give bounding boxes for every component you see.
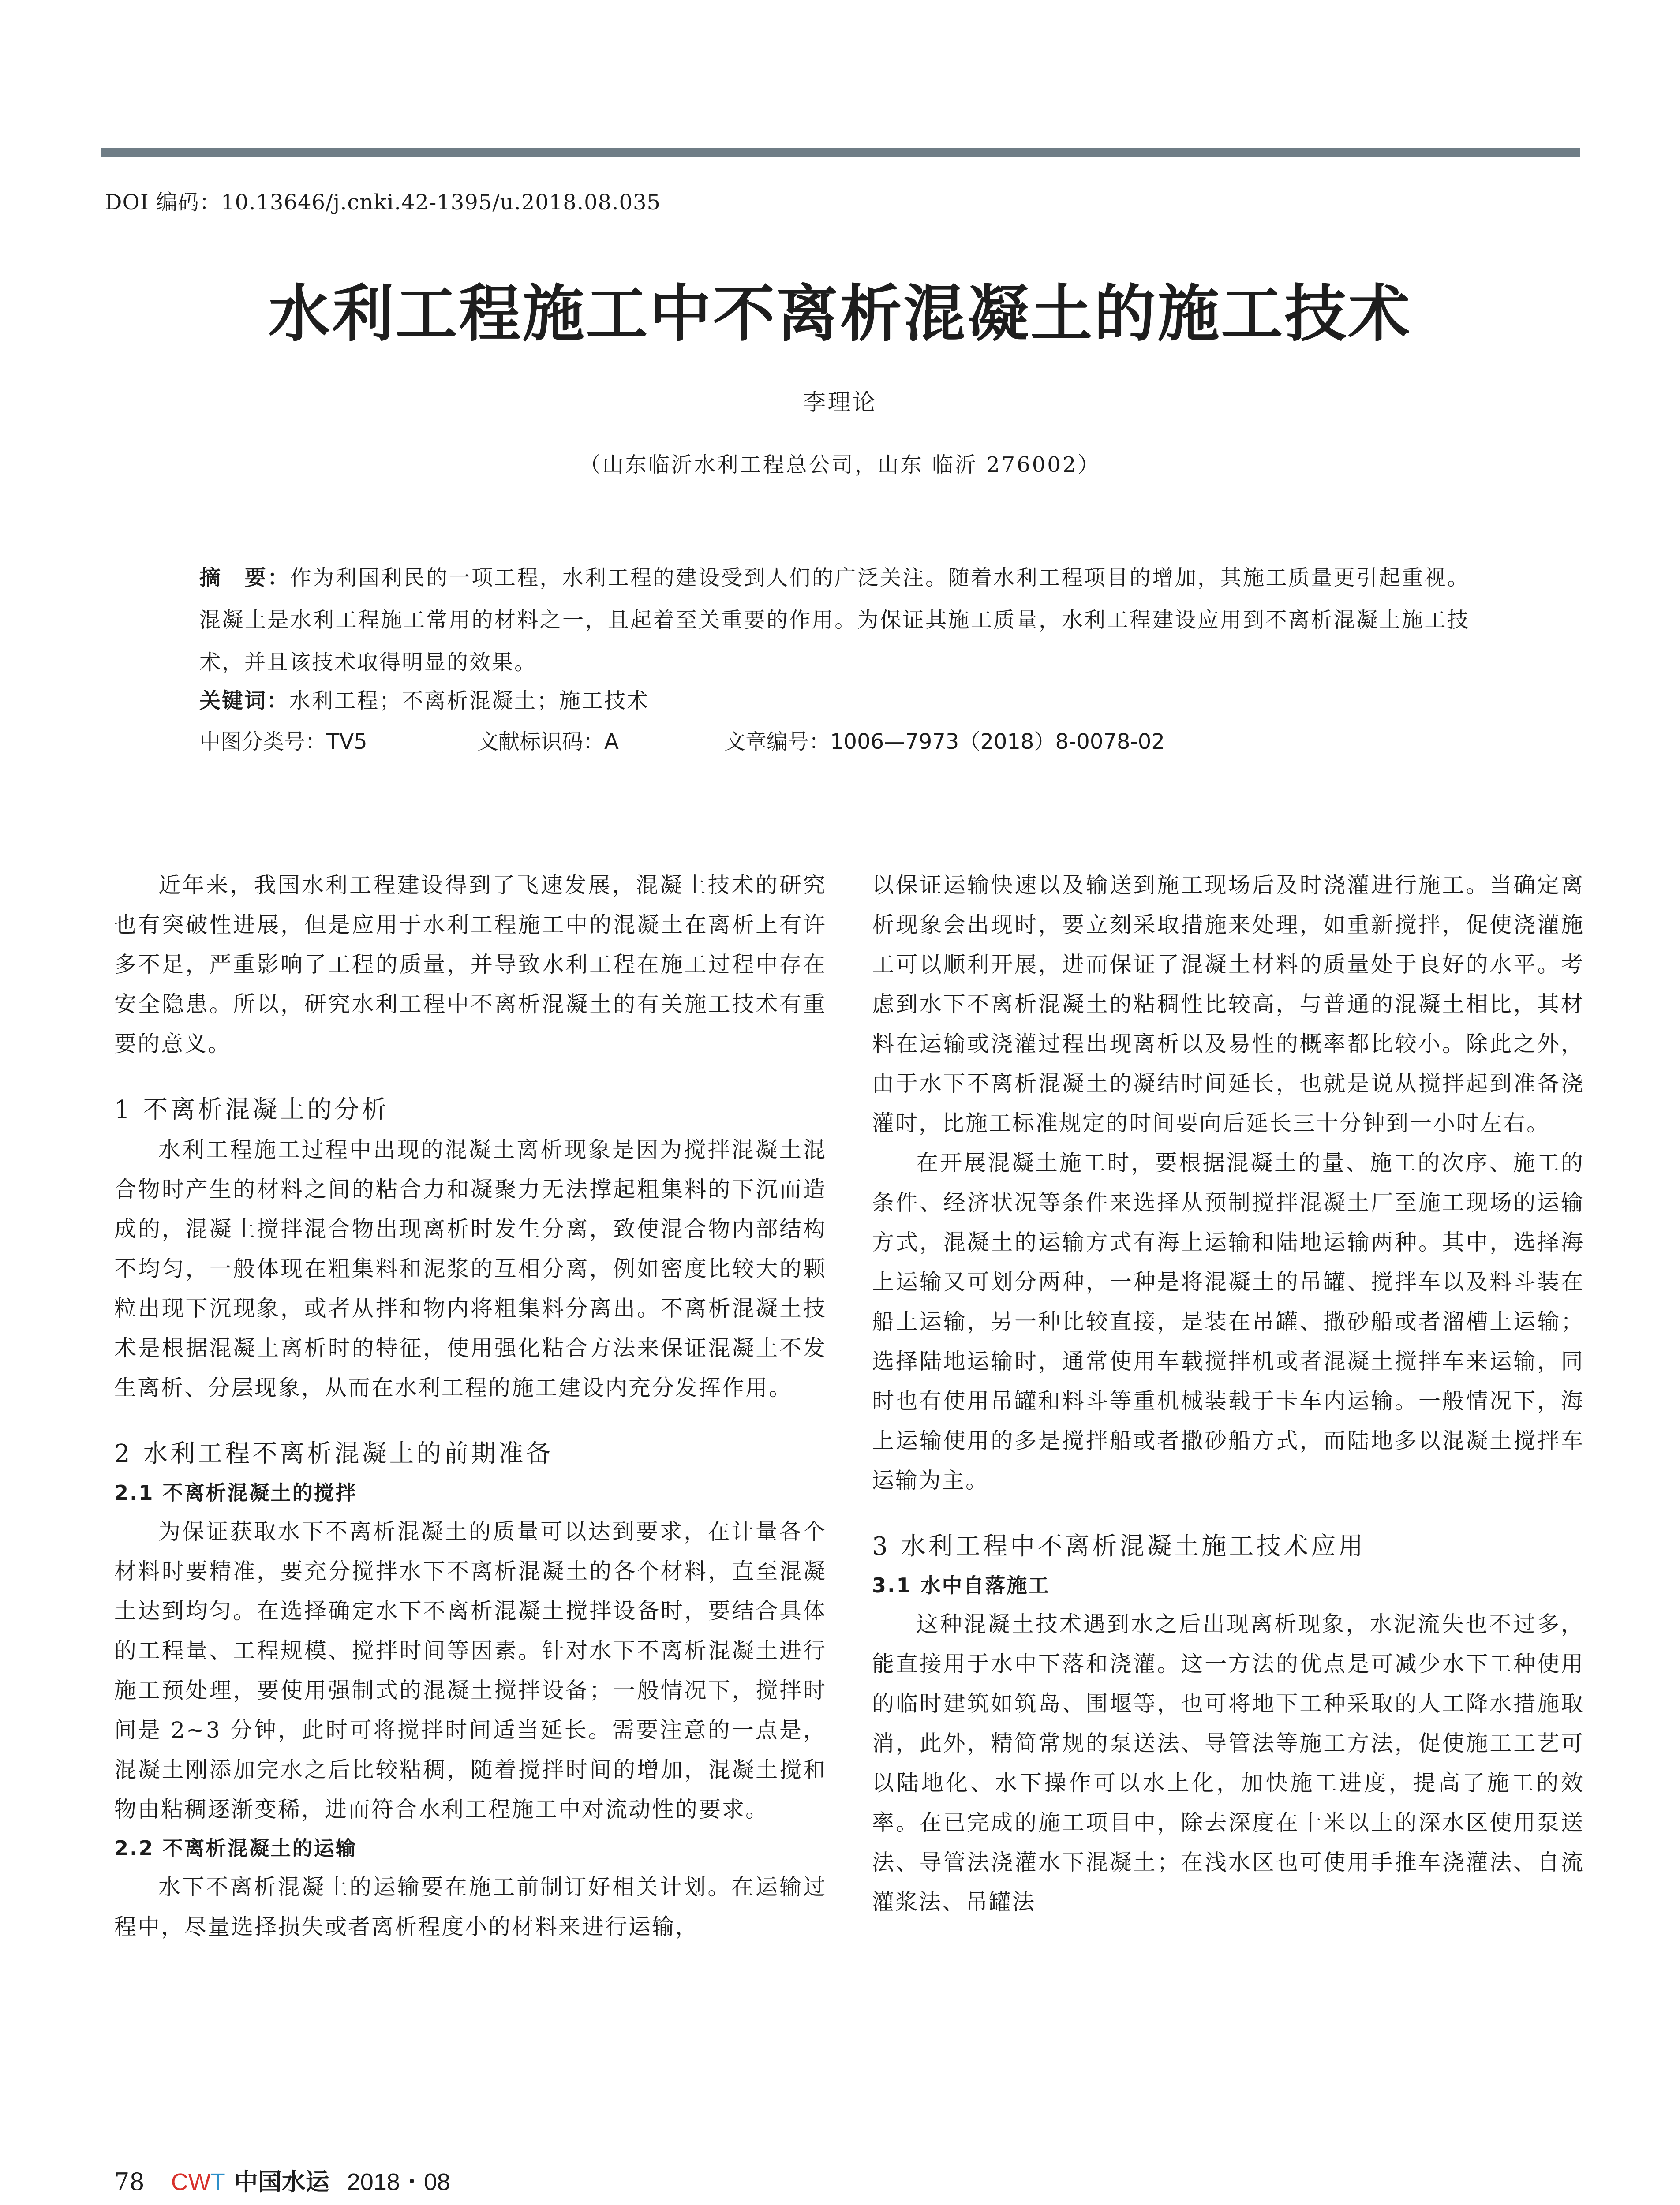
page-number: 78 xyxy=(114,2168,145,2196)
abstract-text: 作为利国利民的一项工程，水利工程的建设受到人们的广泛关注。随着水利工程项目的增加，其施工质量更引起重视。混凝土是水利工程施工常用的材料之一，且起着至关重要的作用。为保证其施工质量，水利工程建设应用到不离析混凝土施工技术，并且该技术取得明显的效果。 xyxy=(199,565,1470,675)
journal-name: 中国水运 xyxy=(234,2168,329,2196)
keywords-text: 水利工程；不离析混凝土；施工技术 xyxy=(289,688,650,713)
continued-paragraph: 以保证运输快速以及输送到施工现场后及时浇灌进行施工。当确定离析现象会出现时，要立刻采取措施来处理，如重新搅拌，促使浇灌施工可以顺利开展，进而保证了混凝土材料的质量处于良好的水平。考虑到水下不离析混凝土的粘稠性比较高，与普通的混凝土相比，其材料在运输或浇灌过程出现离析以及易性的概率都比较小。除此之外，由于水下不离析混凝土的凝结时间延长，也就是说从搅拌起到准备浇灌时，比施工标准规定的时间要向后延长三十分钟到一小时左右。 xyxy=(872,872,1584,1136)
body-column-right xyxy=(872,865,1584,1922)
classification-row xyxy=(199,725,1470,755)
document-code: 文献标识码：A xyxy=(477,729,619,754)
journal-logo-t: T xyxy=(210,2169,225,2195)
section-3-1-heading: 3.1 水中自落施工 xyxy=(872,1573,1050,1597)
section-1-heading: 1 不离析混凝土的分析 xyxy=(114,1095,389,1124)
section-1-paragraph: 水利工程施工过程中出现的混凝土离析现象是因为搅拌混凝土混合物时产生的材料之间的粘合力和凝聚力无法撑起粗集料的下沉而造成的，混凝土搅拌混合物出现离析时发生分离，致使混合物内部结构不均匀，一般体现在粗集料和泥浆的互相分离，例如密度比较大的颗粒出现下沉现象，或者从拌和物内将粗集料分离出。不离析混凝土技术是根据混凝土离析时的特征，使用强化粘合方法来保证混凝土不发生离析、分层现象，从而在水利工程的施工建设内充分发挥作用。 xyxy=(114,1137,827,1401)
section-2-1-paragraph: 为保证获取水下不离析混凝土的质量可以达到要求，在计量各个材料时要精准，要充分搅拌水下不离析混凝土的各个材料，直至混凝土达到均匀。在选择确定水下不离析混凝土搅拌设备时，要结合具体的工程量、工程规模、搅拌时间等因素。针对水下不离析混凝土进行施工预处理，要使用强制式的混凝土搅拌设备；一般情况下，搅拌时间是 2~3 分钟，此时可将搅拌时间适当延长。需要注意的一点是，混凝土刚添加完水之后比较粘稠，随着搅拌时间的增加，混凝土搅和物由粘稠逐渐变稀，进而符合水利工程施工中对流动性的要求。 xyxy=(114,1519,827,1822)
journal-logo-cw: CW xyxy=(171,2169,211,2195)
abstract-label: 摘 要： xyxy=(199,565,290,590)
section-2-heading: 2 水利工程不离析混凝土的前期准备 xyxy=(114,1439,554,1468)
journal-issue: 2018・08 xyxy=(347,2169,450,2195)
section-3-1-paragraph: 这种混凝土技术遇到水之后出现离析现象，水泥流失也不过多，能直接用于水中下落和浇灌。这一方法的优点是可减少水下工种使用的临时建筑如筑岛、围堰等，也可将地下工种采取的人工降水措施取消，此外，精简常规的泵送法、导管法等施工方法，促使施工工艺可以陆地化、水下操作可以水上化，加快施工进度，提高了施工的效率。在已完成的施工项目中，除去深度在十米以上的深水区使用泵送法、导管法浇灌水下混凝土；在浅水区也可使用手推车浇灌法、自流灌浆法、吊罐法 xyxy=(872,1611,1584,1915)
intro-paragraph: 近年来，我国水利工程建设得到了飞速发展，混凝土技术的研究也有突破性进展，但是应用于水利工程施工中的混凝土在离析上有许多不足，严重影响了工程的质量，并导致水利工程在施工过程中存在安全隐患。所以，研究水利工程中不离析混凝土的有关施工技术有重要的意义。 xyxy=(114,872,827,1057)
page-footer xyxy=(114,2163,450,2197)
section-2-2-paragraph: 水下不离析混凝土的运输要在施工前制订好相关计划。在运输过程中，尽量选择损失或者离析程度小的材料来进行运输， xyxy=(114,1874,827,1940)
body-column-left xyxy=(114,865,827,1947)
header-rule xyxy=(101,148,1580,157)
article-number: 文章编号：1006—7973（2018）8-0078-02 xyxy=(724,729,1165,754)
doi-line: DOI 编码：10.13646/j.cnki.42-1395/u.2018.08.035 xyxy=(105,190,661,215)
abstract xyxy=(199,557,1470,684)
article-title: 水利工程施工中不离析混凝土的施工技术 xyxy=(268,278,1412,350)
section-2-1-heading: 2.1 不离析混凝土的搅拌 xyxy=(114,1481,357,1505)
transport-paragraph: 在开展混凝土施工时，要根据混凝土的量、施工的次序、施工的条件、经济状况等条件来选择从预制搅拌混凝土厂至施工现场的运输方式，混凝土的运输方式有海上运输和陆地运输两种。其中，选择海上运输又可划分两种，一种是将混凝土的吊罐、搅拌车以及料斗装在船上运输，另一种比较直接，是装在吊罐、撒砂船或者溜槽上运输；选择陆地运输时，通常使用车载搅拌机或者混凝土搅拌车来运输，同时也有使用吊罐和料斗等重机械装载于卡车内运输。一般情况下，海上运输使用的多是搅拌船或者撒砂船方式，而陆地多以混凝土搅拌车运输为主。 xyxy=(872,1150,1584,1493)
keywords-label: 关键词： xyxy=(199,688,290,713)
author-affiliation: （山东临沂水利工程总公司，山东 临沂 276002） xyxy=(579,452,1101,477)
keywords xyxy=(199,684,649,714)
section-3-heading: 3 水利工程中不离析混凝土施工技术应用 xyxy=(872,1532,1366,1561)
clc-number: 中图分类号：TV5 xyxy=(199,729,367,754)
author-name: 李理论 xyxy=(803,389,877,416)
section-2-2-heading: 2.2 不离析混凝土的运输 xyxy=(114,1836,357,1860)
